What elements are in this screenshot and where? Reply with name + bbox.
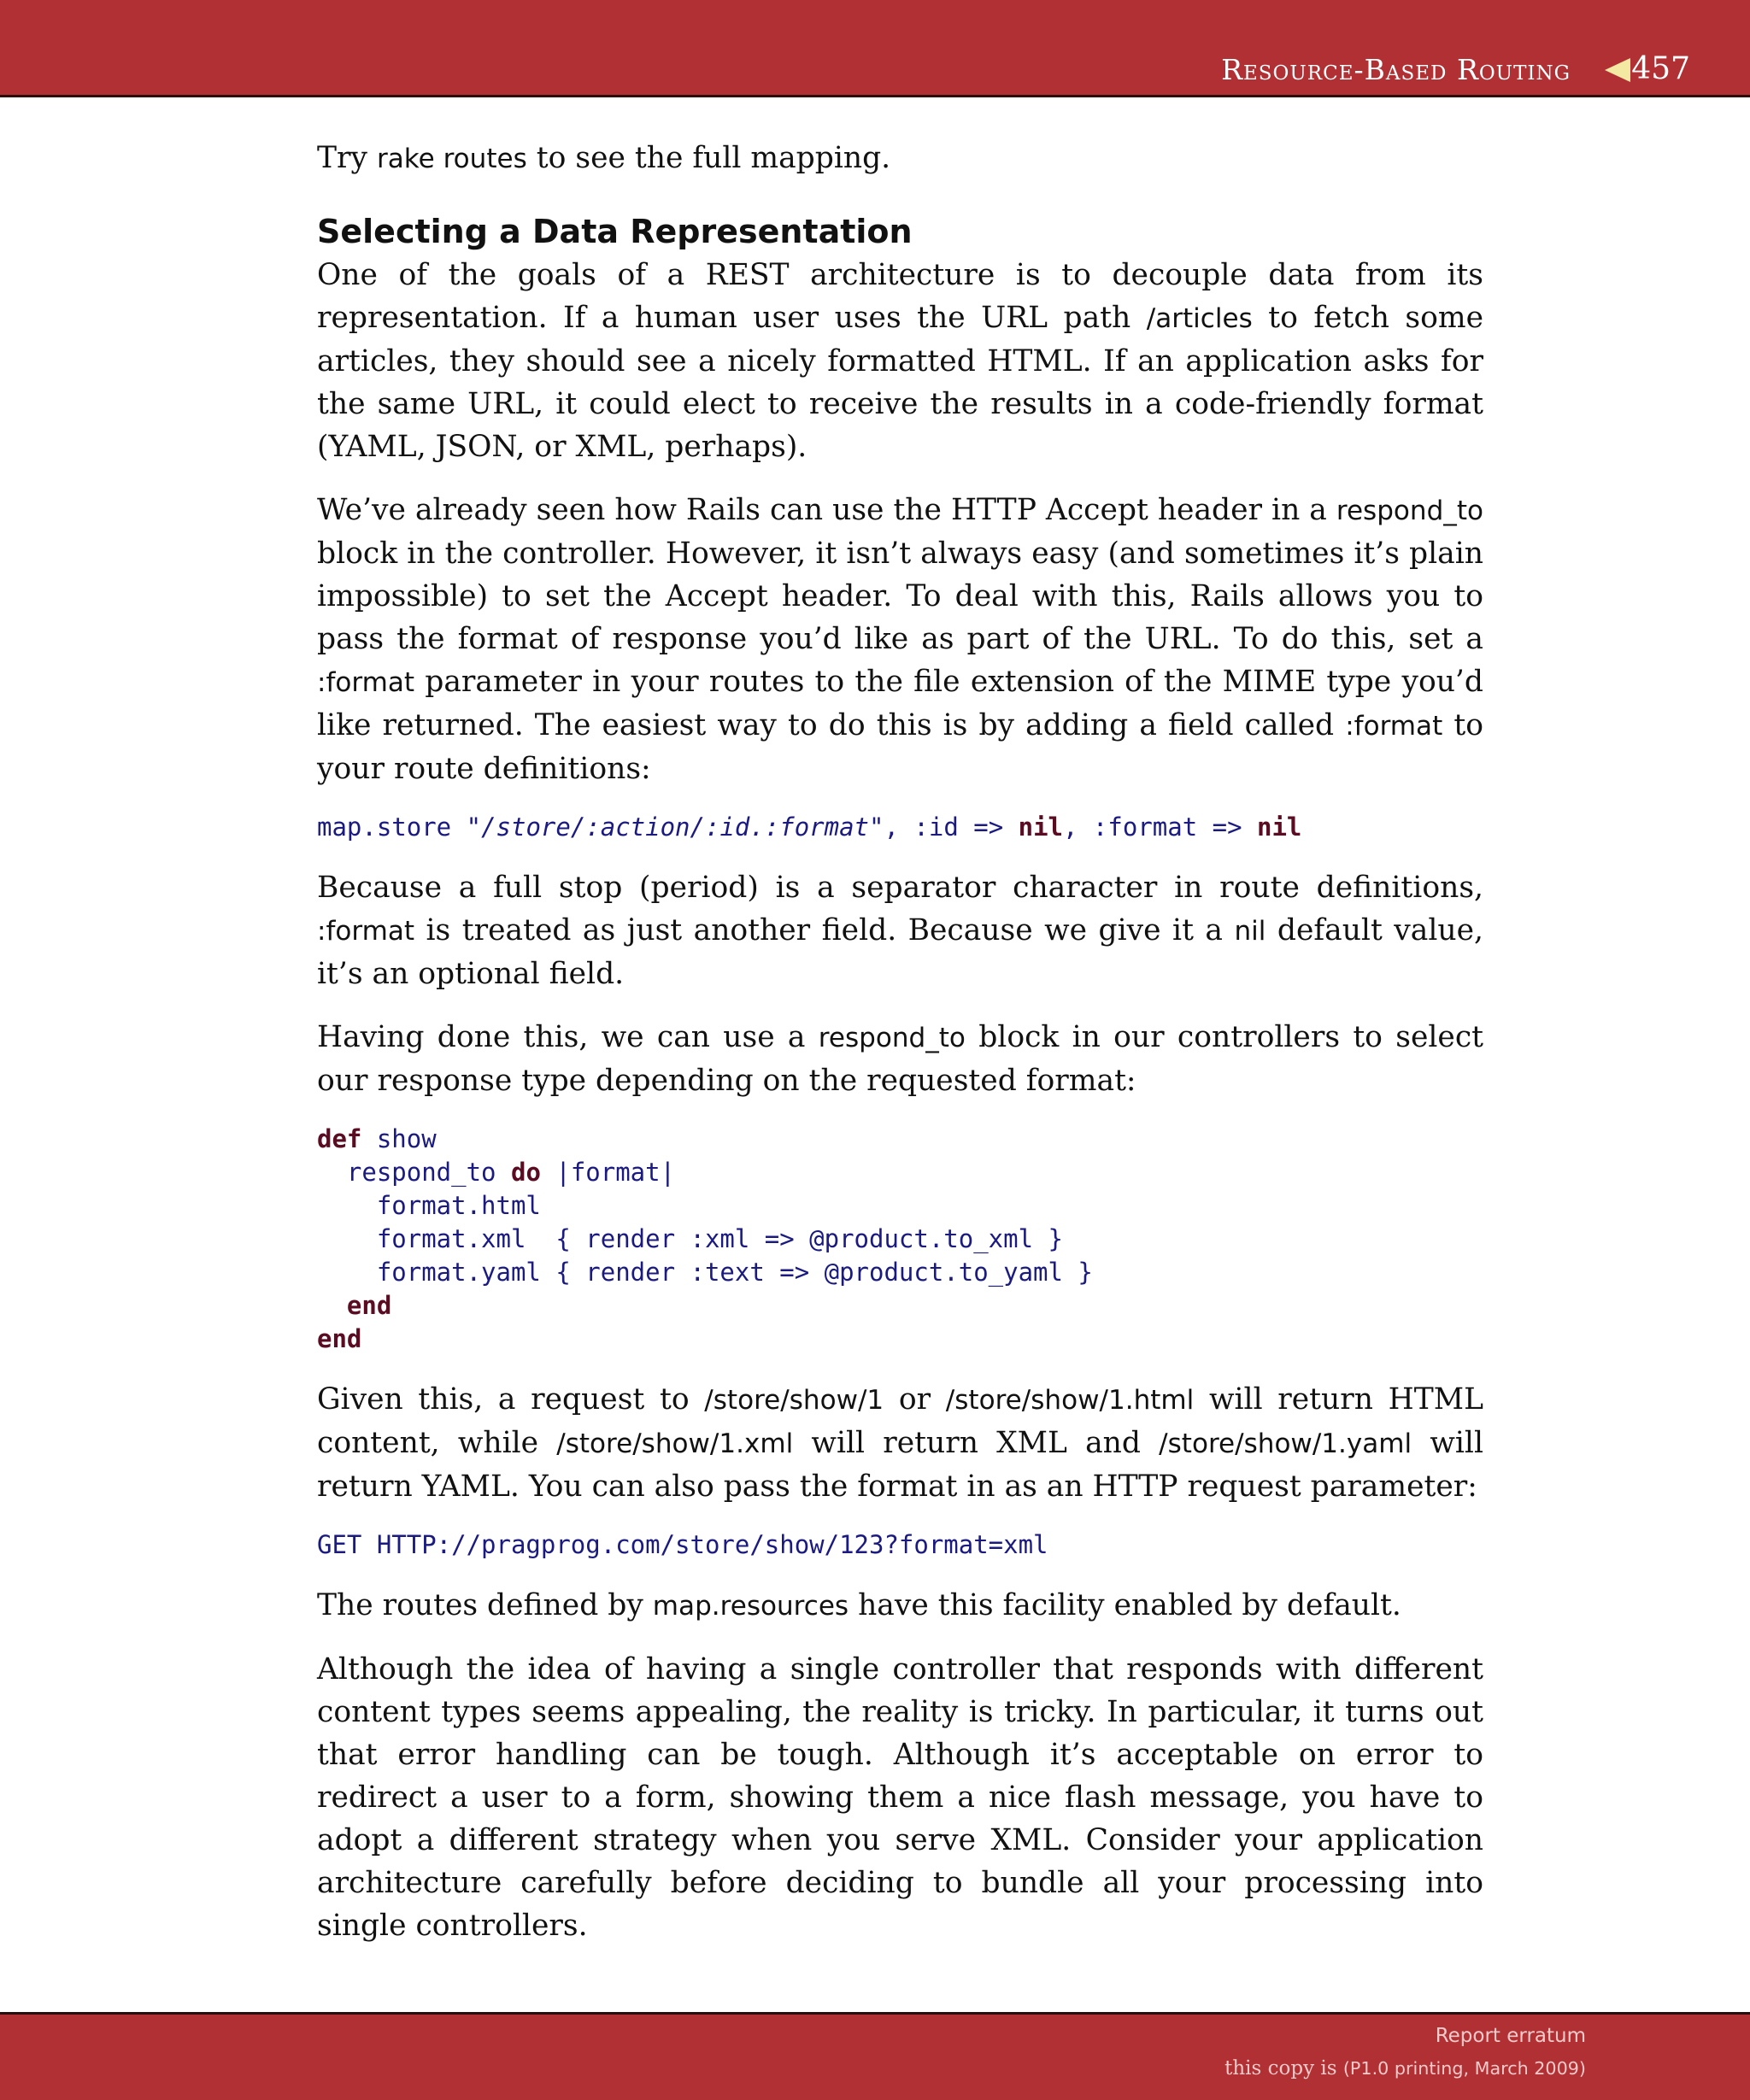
paragraph: Given this, a request to /store/show/1 or /store/show/1.html will return HTML content, while /store/show/1.xml will return XML and /store/show/1.yaml will return YAML. You can also pass the format in as an HTTP request parameter: — [317, 1382, 1483, 1504]
paragraph: One of the goals of a REST architecture is to decouple data from its representation. If a human user uses the URL path /articles to fetch some articles, they should see a nicely formatted HTML. If an application asks for the same URL, it could elect to receive the results in a code-friendly format (YAML, JSON, or XML, perhaps). — [317, 258, 1484, 464]
paragraph: The routes defined by map.resources have this facility enabled by default. — [317, 1588, 1401, 1622]
page-header — [0, 0, 1750, 97]
inline-code: respond_to — [1336, 496, 1483, 526]
inline-code: rake routes — [376, 144, 527, 174]
inline-code: /articles — [1146, 303, 1253, 334]
inline-code: map.resources — [652, 1591, 849, 1622]
code-block-route: map.store "/store/:action/:id.:format", :id => nil, :format => nil — [317, 812, 1302, 842]
paragraph: Having done this, we can use a respond_to block in our controllers to select our response type depending on the requested format: — [317, 1020, 1484, 1098]
inline-code: nil — [1234, 916, 1266, 947]
previous-page-arrow-icon[interactable] — [1605, 58, 1630, 82]
paragraph: Because a full stop (period) is a separator character in route definitions, :format is treated as just another field. Because we give it a nil default value, it’s an optional field. — [317, 871, 1483, 991]
page-body — [317, 137, 1483, 1968]
code-block-get-request: GET HTTP://pragprog.com/store/show/123?format=xml — [317, 1530, 1048, 1559]
copy-info: this copy is (P1.0 printing, March 2009) — [1224, 2057, 1586, 2079]
inline-code: /store/show/1.yaml — [1159, 1428, 1412, 1459]
running-title: Resource-Based Routing — [1221, 53, 1571, 86]
inline-code: respond_to — [818, 1023, 966, 1053]
inline-code: /store/show/1.html — [945, 1385, 1195, 1416]
report-erratum-link[interactable]: Report erratum — [1435, 2025, 1586, 2047]
page-number: 457 — [1631, 51, 1690, 86]
page-footer — [0, 2012, 1750, 2100]
section-heading: Selecting a Data Representation — [317, 213, 913, 250]
paragraph: We’ve already seen how Rails can use the HTTP Accept header in a respond_to block in the controller. However, it isn’t always easy (and sometimes it’s plain impossible) to set the Accept header. To deal with this, Rails allows you to pass the format of response you’d like as part of the URL. To do this, set a :format parameter in your routes to the file extension of the MIME type you’d like returned. The easiest way to do this is by adding a field called :format to your route definitions: — [317, 493, 1483, 786]
inline-code: :format — [1345, 711, 1443, 742]
inline-code: :format — [317, 916, 415, 947]
code-block-respond-to: def show respond_to do |format| format.html format.xml { render :xml => @product.to_xml } format.yaml { render :text => @product.to_yaml } end end — [317, 1124, 1093, 1353]
inline-code: /store/show/1.xml — [556, 1428, 794, 1459]
inline-code: :format — [317, 667, 415, 698]
paragraph: Although the idea of having a single controller that responds with different content types seems appealing, the reality is tricky. In particular, it turns out that error handling can be tough. Although it’s acceptable on error to redirect a user to a form, showing them a nice flash message, you have to adopt a different strategy when you serve XML. Consider your application architecture carefully before deciding to bundle all your processing into single controllers. — [317, 1652, 1483, 1943]
paragraph-rake-routes: Try rake routes to see the full mapping. — [317, 141, 891, 175]
inline-code: /store/show/1 — [704, 1385, 884, 1416]
